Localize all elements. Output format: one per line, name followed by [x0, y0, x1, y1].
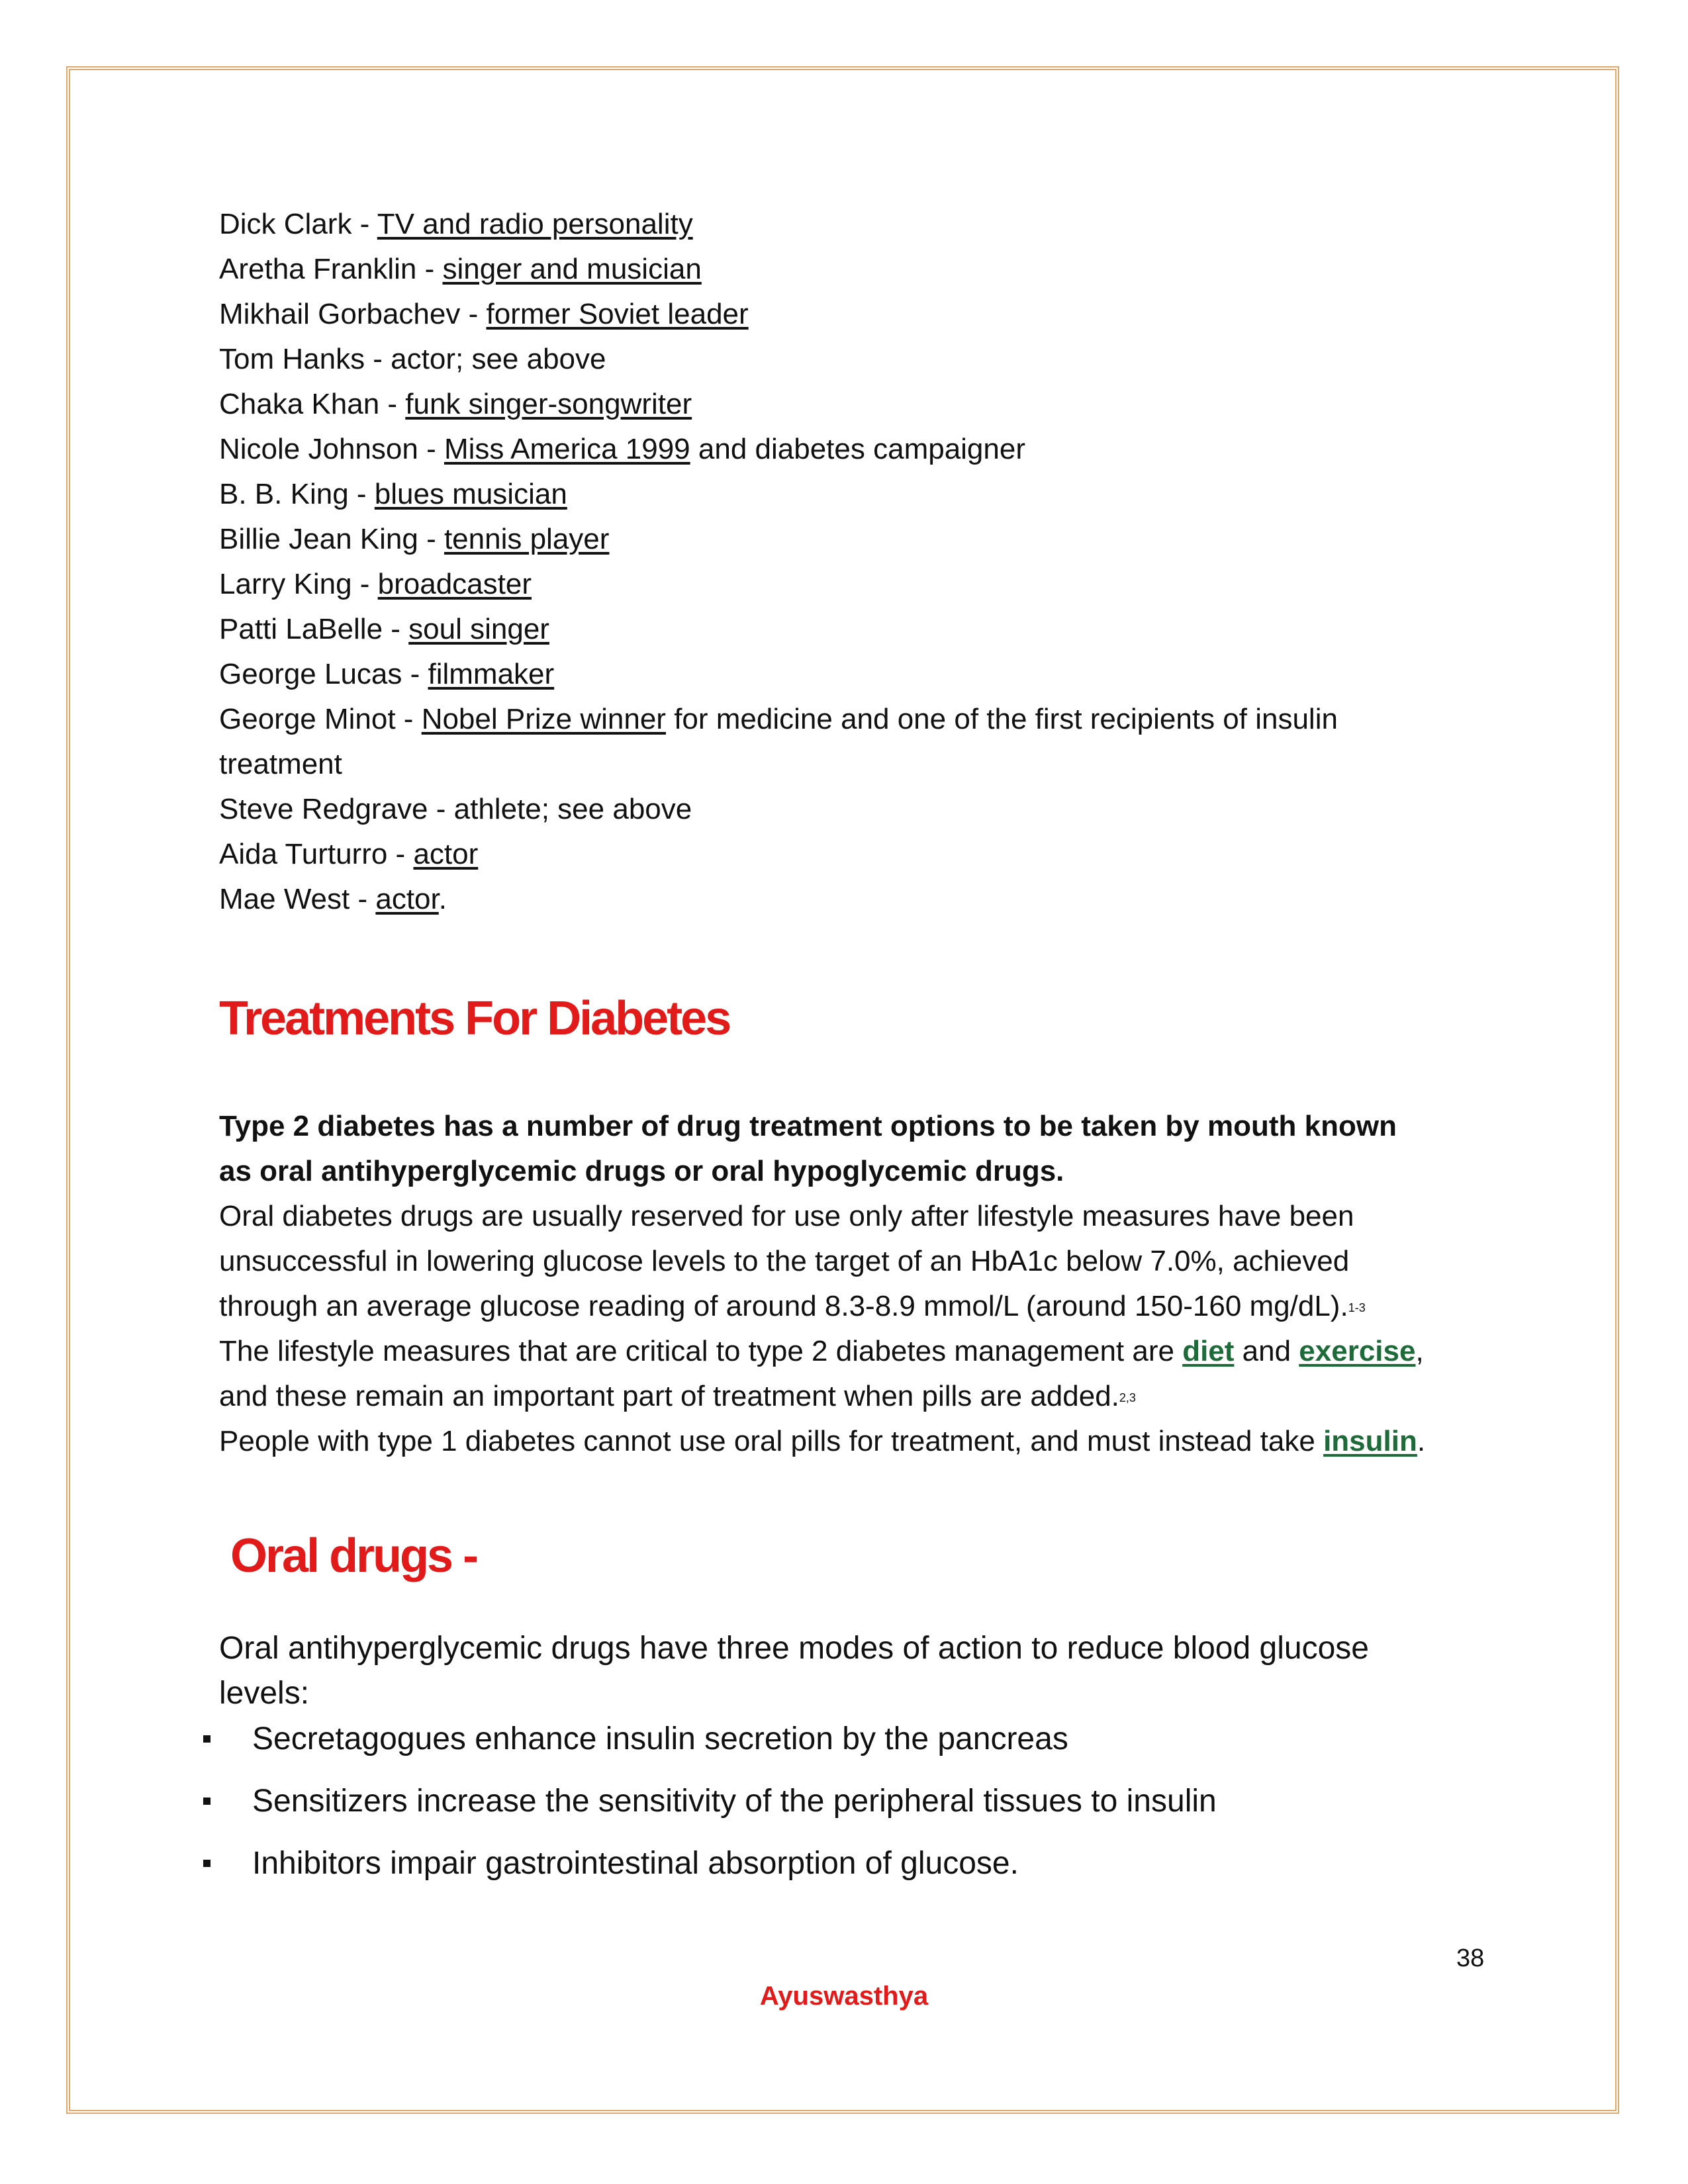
square-bullet-icon	[203, 1735, 211, 1743]
list-item	[219, 472, 1477, 517]
person-name: Aretha Franklin -	[219, 253, 443, 285]
person-name: Patti LaBelle -	[219, 613, 409, 645]
square-bullet-icon	[203, 1860, 211, 1867]
person-name: George Minot -	[219, 703, 422, 735]
person-name: Nicole Johnson -	[219, 433, 444, 465]
footer-brand: Ayuswasthya	[759, 1981, 929, 2011]
list-item	[219, 247, 1477, 292]
bullet-text: Secretagogues enhance insulin secretion by the pancreas	[252, 1721, 1068, 1756]
role-link[interactable]: tennis player	[444, 523, 610, 555]
para2-text: The lifestyle measures that are critical to type 2 diabetes management are	[219, 1335, 1183, 1367]
person-name: Larry King -	[219, 568, 378, 600]
person-name: Chaka Khan -	[219, 388, 406, 420]
list-item	[219, 382, 1477, 427]
person-name: Mae West -	[219, 883, 376, 915]
list-item	[219, 877, 1477, 922]
para1-line3-text: through an average glucose reading of around 8.3-8.9 mmol/L (around 150-160 mg/dL).	[219, 1290, 1348, 1322]
role-text: actor; see above	[391, 343, 606, 375]
role-link[interactable]: filmmaker	[428, 658, 555, 690]
list-item	[219, 607, 1477, 652]
treatments-section	[219, 1104, 1425, 1464]
treatments-heading: Treatments For Diabetes	[219, 992, 730, 1045]
reference-1-3: 1-3	[1348, 1301, 1366, 1314]
treatments-para1-line1: Oral diabetes drugs are usually reserved for use only after lifestyle measures have been	[219, 1200, 1354, 1232]
person-name: Steve Redgrave -	[219, 793, 454, 825]
list-item	[219, 652, 1477, 697]
person-name: George Lucas -	[219, 658, 428, 690]
role-link[interactable]: Miss America 1999	[444, 433, 690, 465]
person-name: Billie Jean King -	[219, 523, 444, 555]
bullet-text: Sensitizers increase the sensitivity of the peripheral tissues to insulin	[252, 1784, 1217, 1819]
para2-line2-text: and these remain an important part of treatment when pills are added.	[219, 1380, 1119, 1412]
list-item	[219, 292, 1477, 337]
person-name: Tom Hanks -	[219, 343, 391, 375]
list-item	[219, 742, 1477, 787]
oral-drugs-heading: Oral drugs -	[230, 1529, 477, 1582]
role-link[interactable]: funk singer-songwriter	[405, 388, 692, 420]
person-name: Mikhail Gorbachev -	[219, 298, 487, 330]
treatments-para3	[219, 1419, 1425, 1464]
list-item	[219, 787, 1477, 832]
treatments-para2-line1	[219, 1329, 1425, 1374]
treatments-para1-line2: unsuccessful in lowering glucose levels to the target of an HbA1c below 7.0%, achieved	[219, 1245, 1350, 1277]
list-item	[219, 517, 1477, 562]
role-suffix: for medicine and one of the first recipients of insulin	[665, 703, 1338, 735]
oral-drugs-section	[219, 1626, 1477, 1895]
role-link[interactable]: actor	[413, 838, 479, 870]
reference-2-3: 2,3	[1119, 1391, 1136, 1404]
person-name: treatment	[219, 748, 342, 780]
role-link[interactable]: TV and radio personality	[377, 208, 693, 240]
diet-link[interactable]: diet	[1182, 1335, 1235, 1367]
page-content	[219, 202, 1477, 922]
modes-of-action-list	[219, 1708, 1477, 1895]
role-link[interactable]: broadcaster	[377, 568, 532, 600]
person-name: Dick Clark -	[219, 208, 377, 240]
treatments-bold-line-1: Type 2 diabetes has a number of drug treatment options to be taken by mouth known	[219, 1110, 1397, 1142]
list-item	[219, 202, 1477, 247]
role-text: athlete; see above	[453, 793, 692, 825]
treatments-bold-line-2: as oral antihyperglycemic drugs or oral hypoglycemic drugs.	[219, 1155, 1064, 1187]
role-link[interactable]: blues musician	[374, 478, 567, 510]
oral-drugs-intro-line2: levels:	[219, 1676, 310, 1711]
list-item	[219, 337, 1477, 382]
celebrity-list	[219, 202, 1477, 922]
treatments-para2-line2	[219, 1374, 1425, 1419]
list-item	[219, 427, 1477, 472]
para2-comma: ,	[1415, 1335, 1424, 1367]
list-item	[219, 832, 1477, 877]
list-item	[219, 697, 1477, 742]
para3-end: .	[1417, 1425, 1426, 1457]
bullet-text: Inhibitors impair gastrointestinal absorption of glucose.	[252, 1846, 1019, 1881]
person-name: B. B. King -	[219, 478, 375, 510]
insulin-link[interactable]: insulin	[1323, 1425, 1417, 1457]
oral-drugs-intro-line1: Oral antihyperglycemic drugs have three modes of action to reduce blood glucose	[219, 1631, 1369, 1666]
role-link[interactable]: soul singer	[408, 613, 549, 645]
list-item	[219, 1708, 1477, 1770]
page-number: 38	[1456, 1944, 1485, 1972]
role-link[interactable]: actor	[375, 883, 439, 915]
list-item	[219, 562, 1477, 607]
para3-text: People with type 1 diabetes cannot use oral pills for treatment, and must instead take	[219, 1425, 1324, 1457]
treatments-para1-line3	[219, 1284, 1425, 1329]
para2-and: and	[1234, 1335, 1299, 1367]
role-link[interactable]: singer and musician	[442, 253, 702, 285]
role-link[interactable]: Nobel Prize winner	[421, 703, 666, 735]
role-suffix: .	[438, 883, 447, 915]
list-item	[219, 1770, 1477, 1833]
role-suffix: and diabetes campaigner	[690, 433, 1025, 465]
role-link[interactable]: former Soviet leader	[486, 298, 749, 330]
square-bullet-icon	[203, 1797, 211, 1805]
list-item	[219, 1833, 1477, 1895]
exercise-link[interactable]: exercise	[1299, 1335, 1416, 1367]
person-name: Aida Turturro -	[219, 838, 414, 870]
